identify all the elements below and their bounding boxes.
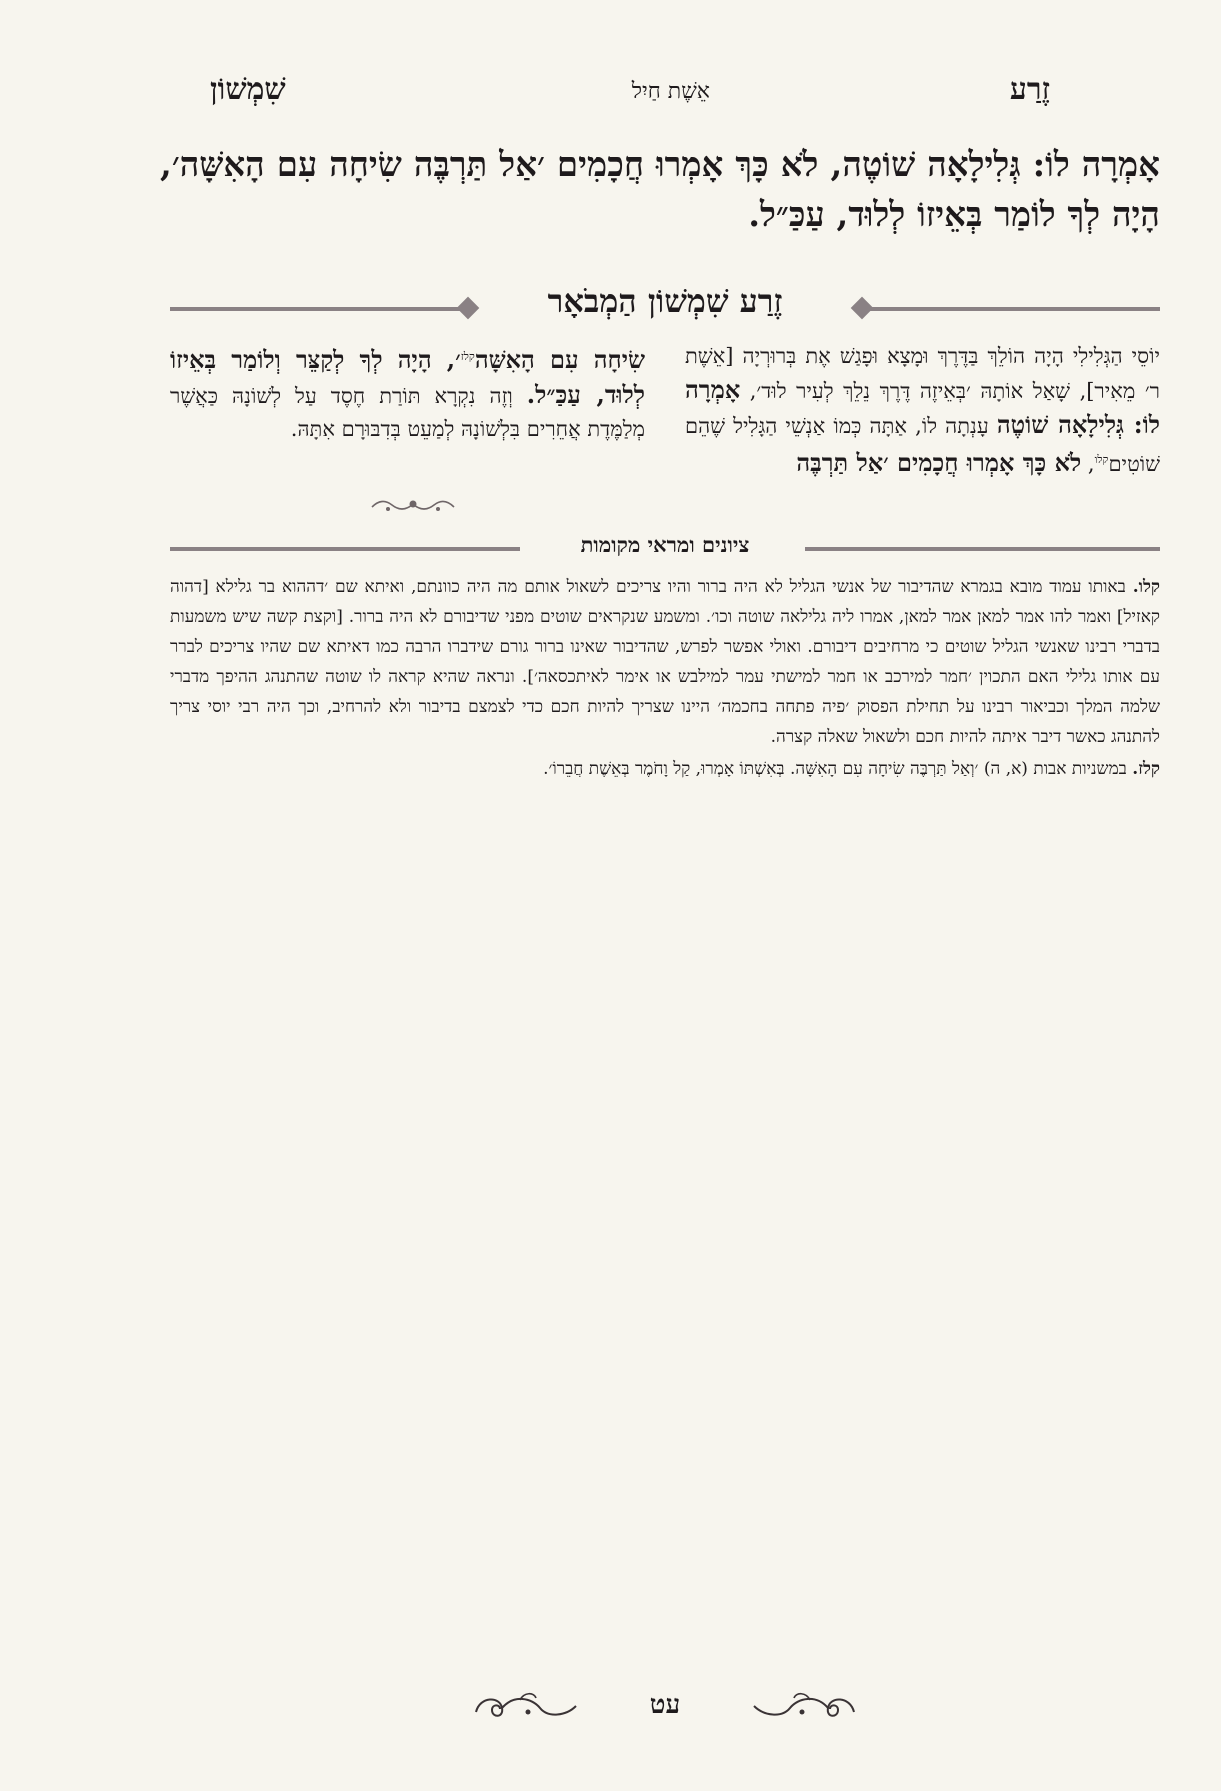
commentary-right-column: יוֹסֵי הַגְּלִילִי הָיָה הוֹלֵךְ בַּדֶּרֶךְ וּמָצָא וּפָגַשׁ אֶת בְּרוּרְיָה [אֵשֶׁת ר׳ מֵאִיר], שָׁאַל אוֹתָהּ ׳בְּאֵיזֶה דֶּרֶךְ נֵלֵךְ לְעִיר לוּד׳, אָמְרָה לוֹ: גְּלִילָאָה שׁוֹטֶה עָנְתָה לוֹ, אַתָּה כְּמוֹ אַנְשֵׁי הַגָּלִיל שֶׁהֵם שׁוֹטִים$^{קלו}$, לֹא כָּךְ אָמְרוּ חֲכָמִים ׳אַל תַּרְבֶּה [685, 344, 1160, 477]
flourish-ornament-icon [368, 493, 458, 517]
notes-title: ציונים ומראי מקומות [580, 532, 750, 557]
section-title: זֶרַע שִׁמְשׁוֹן הַמְבֹאָר [547, 282, 783, 320]
divider-line [870, 307, 1160, 311]
footnote-text: באותו עמוד מובא בגמרא שהדיבור של אנשי הגליל לא היה ברור והיו צריכים לשאול אותם מה היה כוונתם, ואיתא שם ׳דההוא בר גלילא [דהוה קאזיל] ואמר להו אמר למאן אמר למאן, אמרו ליה גלילאה שוטה וכו׳. ומשמע שנקראים שוטים מפני שדיבורם לא היה ברור. [וקצת קשה שיש משמעות בדברי רבינו שאנשי הגליל שוטים כי מרחיבים דיבורם. ואולי אפשר לפרש, שהדיבור שאינו ברור גורם שידברו הרבה כמו דאיתא שם שהיו צריכים לברר עם אותו גלילי האם התכוין ׳חמר למירכב או חמר למישתי עמר למילבש או אימר לאיתכסאה׳]. ונראה שהיא קראה לו שוטה שהתנהג ההיפך מדברי שלמה המלך וכביאור רבינו על תחילת הפסוק ׳פיה פתחה בחכמה׳ היינו שצריך להיות חכם כדי לצמצם בדיבור ולא להרחיב, וכך היה רבי יוסי צריך להתנהג כאשר דיבר איתה להיות חכם ולשאול שאלה קצרה. [170, 577, 1160, 747]
diamond-ornament-icon [457, 297, 480, 320]
footnote [170, 754, 1160, 784]
commentary-text: עָנְתָה לוֹ, אַתָּה כְּמוֹ אַנְשֵׁי הַגָּלִיל שֶׁהֵם שׁוֹטִים [685, 414, 1160, 476]
commentary-text: וְזֶה נִקְרָא תּוֹרַת חֶסֶד עַל לְשׁוֹנָהּ כַּאֲשֶׁר מְלַמֶּדֶת אֲחֵרִים בִּלְשׁוֹנָהּ לְמַעֵט בְּדִבּוּרָם אִתָּהּ. [170, 384, 645, 441]
footnote-number: קלו. [1132, 577, 1161, 597]
footnote-marker: קלו [1094, 453, 1109, 466]
commentary-columns [170, 340, 1160, 540]
footer-flourish-icon [750, 1686, 860, 1726]
running-head [170, 72, 1050, 112]
footnote-number: קלז. [1132, 759, 1160, 779]
commentary-bold-text: ׳, הָיָה לְךָ לְקַצֵּר וְלוֹמַר בְּאֵיזוֹ לְלוּד, עַכַּ״ל. [170, 345, 645, 409]
divider-line [805, 547, 1160, 551]
footer-flourish-icon [470, 1686, 580, 1726]
page-footer [470, 1678, 860, 1738]
commentary-left-column [170, 340, 645, 446]
commentary-bold-text: שִׂיחָה עִם הָאִשָּׁה [474, 345, 646, 374]
notes-title-row [170, 532, 1160, 564]
divider-line [170, 547, 520, 551]
running-head-center: אֵשֶׁת חַיִל [631, 79, 710, 104]
commentary-bold-text: לֹא כָּךְ אָמְרוּ חֲכָמִים ׳אַל תַּרְבֶּה [796, 448, 1082, 477]
footnote-marker: קלז [460, 350, 475, 363]
main-quote: אָמְרָה לוֹ: גְּלִילָאָה שׁוֹטֶה, לֹא כָּךְ אָמְרוּ חֲכָמִים ׳אַל תַּרְבֶּה שִׂיחָה עִם הָאִשָּׁה׳, הָיָה לְךָ לוֹמַר בְּאֵיזוֹ לְלוּד, עַכַּ״ל. [160, 145, 1160, 235]
commentary-text: יוֹסֵי הַגְּלִילִי הָיָה הוֹלֵךְ בַּדֶּרֶךְ וּמָצָא וּפָגַשׁ אֶת בְּרוּרְיָה [אֵשֶׁת ר׳ מֵאִיר], שָׁאַל אוֹתָהּ ׳בְּאֵיזֶה דֶּרֶךְ נֵלֵךְ לְעִיר לוּד׳, [685, 344, 1160, 403]
page-number: עט [649, 1690, 681, 1720]
section-title-row [170, 282, 1160, 326]
running-head-right: זֶרַע [1009, 72, 1050, 107]
divider-line [170, 307, 460, 311]
footnote-text: במשניות אבות (א, ה) ׳וְאַל תַּרְבֶּה שִׂיחָה עִם הָאִשָּׁה. בְּאִשְׁתּוֹ אָמְרוּ, קַל וָחֹמֶר בְּאֵשֶׁת חֲבֵרוֹ׳. [543, 759, 1127, 779]
footnotes [170, 572, 1160, 786]
commentary-bold-text: אָמְרָה לוֹ: גְּלִילָאָה שׁוֹטֶה [685, 375, 1160, 439]
footnote [170, 572, 1160, 752]
running-head-left: שִׁמְשׁוֹן [210, 72, 286, 107]
